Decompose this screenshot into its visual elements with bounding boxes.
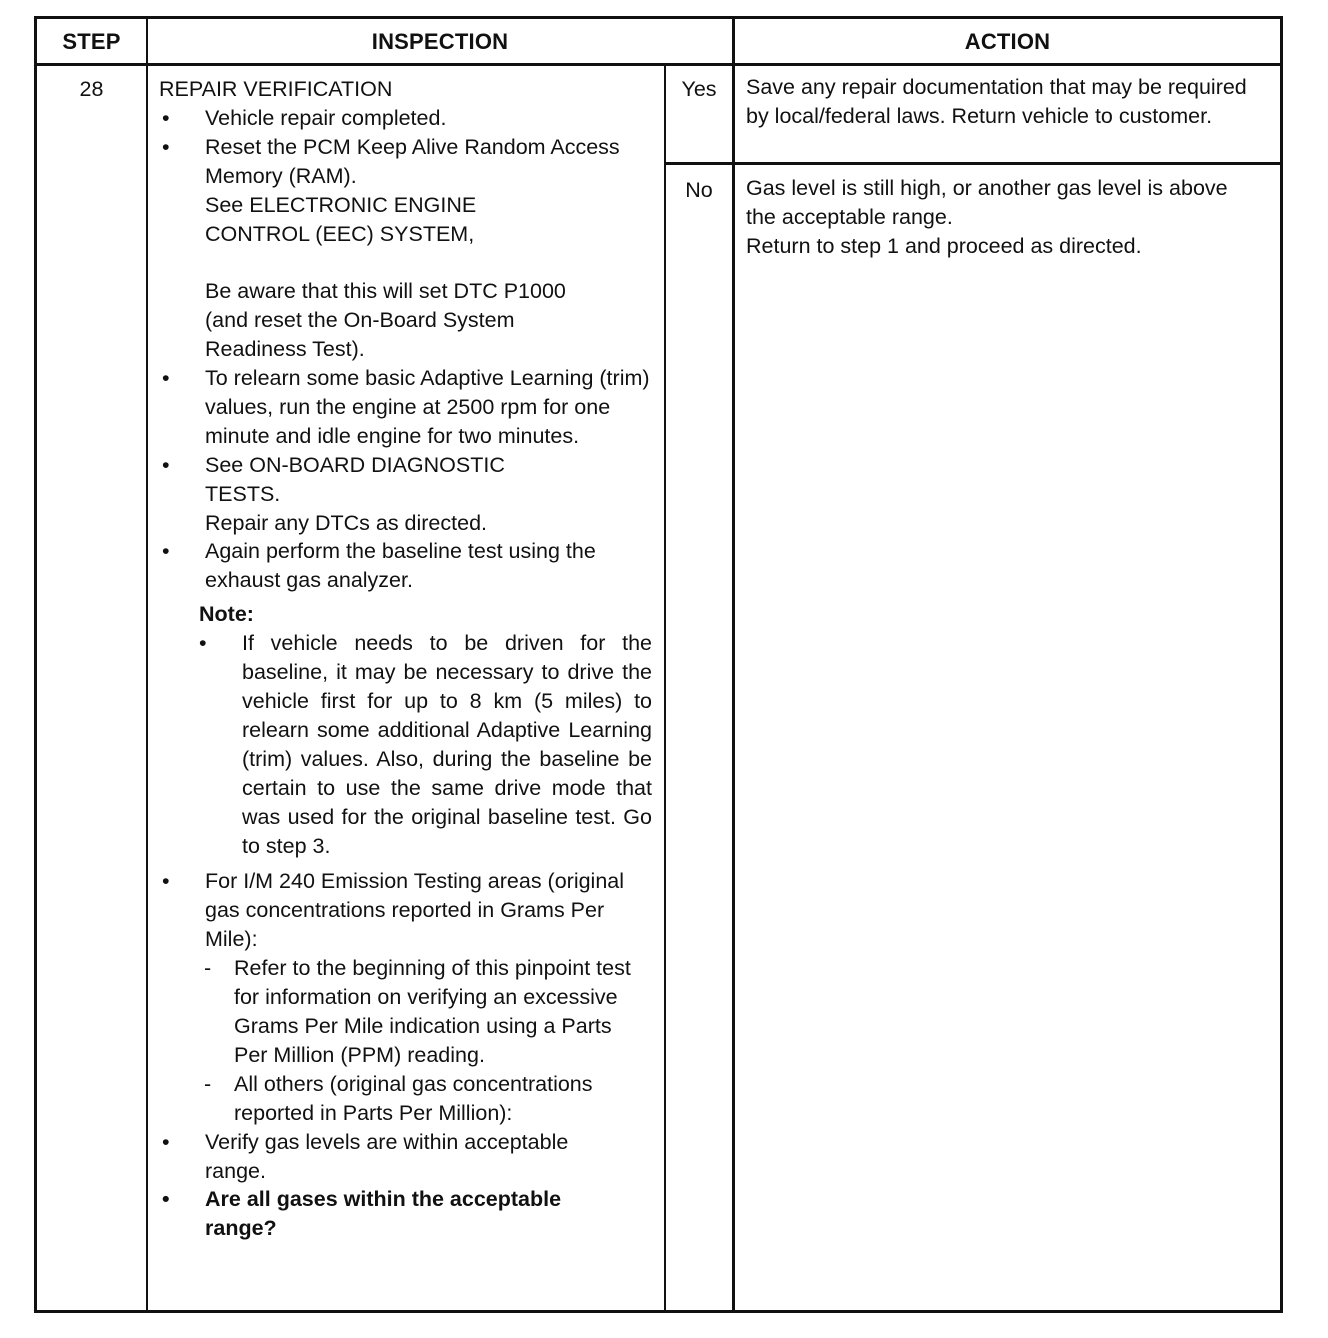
list-item <box>149 954 662 1070</box>
yes-no-divider <box>666 162 1280 165</box>
bullet-icon: • <box>199 631 207 656</box>
bullet-icon: • <box>162 134 170 159</box>
yes-label: Yes <box>681 77 717 101</box>
list-item <box>149 451 662 538</box>
bullet-icon: • <box>162 539 170 564</box>
dash-icon: - <box>204 1071 212 1096</box>
dash-icon: - <box>204 956 212 981</box>
item-im240: For I/M 240 Emission Testing areas (original gas concentrations reported in Grams Per Mile): <box>205 869 625 952</box>
item-refer: Refer to the beginning of this pinpoint test for information on verifying an excessive Grams Per Mile indication using a Parts Per Million (PPM) reading. <box>234 956 631 1067</box>
note-text: If vehicle needs to be driven for the baseline, it may be necessary to drive the vehicle first for up to 8 km (5 miles) to relearn some additional Adaptive Learning (trim) values. Also, during the baseline be certain to use the same drive mode that was used for the original baseline test. Go to step 3. <box>242 631 652 858</box>
item-again-perform: Again perform the baseline test using the exhaust gas analyzer. <box>205 539 596 593</box>
header-action: ACTION <box>964 29 1051 54</box>
item-question: Are all gases within the acceptable range? <box>205 1187 562 1241</box>
note-title: Note: <box>199 602 254 627</box>
bullet-icon: • <box>162 869 170 894</box>
inspection-content <box>149 75 662 1243</box>
divider-inspection-action <box>732 19 735 1310</box>
list-item <box>149 537 662 595</box>
list-item <box>149 104 662 133</box>
header-step: STEP <box>62 29 121 54</box>
item-repair-dtcs: Repair any DTCs as directed. <box>205 510 487 535</box>
item-see-obd: See ON-BOARD DIAGNOSTIC TESTS. <box>205 452 505 506</box>
header-inspection: INSPECTION <box>371 29 509 54</box>
list-item <box>149 867 662 954</box>
bullet-icon: • <box>162 1129 170 1154</box>
item-all-others: All others (original gas concentrations reported in Parts Per Million): <box>234 1071 593 1125</box>
divider-yesno <box>664 65 666 1310</box>
no-action-return: Return to step 1 and proceed as directed. <box>746 233 1142 258</box>
no-action <box>746 174 1274 261</box>
item-vehicle-repair: Vehicle repair completed. <box>205 105 447 130</box>
no-label: No <box>685 178 713 202</box>
item-verify: Verify gas levels are within acceptable range. <box>205 1129 569 1183</box>
list-item <box>149 1128 662 1186</box>
bullet-icon: • <box>162 452 170 477</box>
item-be-aware: Be aware that this will set DTC P1000 (and reset the On-Board System Readiness Test). <box>205 279 566 362</box>
bullet-icon: • <box>162 105 170 130</box>
list-item <box>149 1070 662 1128</box>
step-number: 28 <box>79 77 104 101</box>
divider-step <box>146 19 148 1310</box>
item-relearn: To relearn some basic Adaptive Learning (trim) values, run the engine at 2500 rpm for one minute and idle engine for two minutes. <box>205 366 650 448</box>
note-item <box>149 629 662 860</box>
yes-action: Save any repair documentation that may be required by local/federal laws. Return vehicle to customer. <box>746 75 1247 128</box>
list-item <box>149 364 662 451</box>
item-reset-pcm: Reset the PCM Keep Alive Random Access Memory (RAM). <box>205 134 620 188</box>
bullet-icon: • <box>162 366 170 391</box>
list-item <box>149 133 662 364</box>
diagnostic-table <box>34 16 1283 1313</box>
item-see-eec: See ELECTRONIC ENGINE CONTROL (EEC) SYSTEM, <box>205 192 477 246</box>
note-block <box>149 600 662 860</box>
list-item <box>149 1185 662 1243</box>
bullet-icon: • <box>162 1187 170 1212</box>
no-action-text: Gas level is still high, or another gas level is above the acceptable range. <box>746 176 1228 229</box>
inspection-title: REPAIR VERIFICATION <box>159 77 393 101</box>
